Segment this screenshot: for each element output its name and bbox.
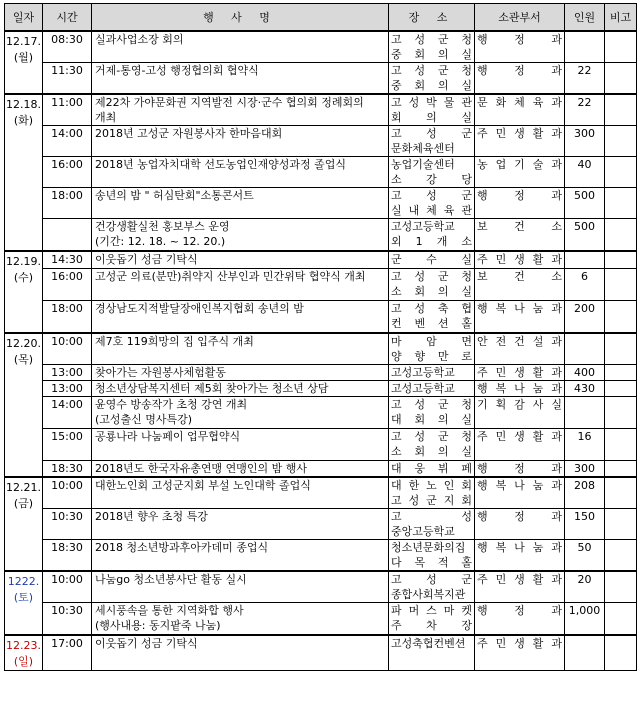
count-cell: 300 — [565, 126, 605, 157]
table-row — [5, 477, 637, 509]
event-name: 실과사업소장 회의 — [95, 33, 184, 46]
place-line: 컨 벤 션 홀 — [391, 317, 472, 330]
date-cell — [5, 571, 43, 635]
place-line: 고 성 군 — [391, 573, 472, 586]
header-event: 행 사 명 — [92, 4, 389, 32]
count-cell: 200 — [565, 301, 605, 333]
place-line: 고 성 군 청 — [391, 430, 472, 443]
event-name: 찾아가는 자원봉사체험활동 — [95, 366, 227, 379]
header-note: 비고 — [605, 4, 637, 32]
place-cell — [389, 461, 475, 478]
count-cell — [565, 31, 605, 63]
note-cell — [605, 571, 637, 603]
dept-cell: 행 복 나 눔 과 — [475, 477, 565, 509]
event-cell — [92, 429, 389, 461]
table-row — [5, 571, 637, 603]
header-date: 일자 — [5, 4, 43, 32]
time-cell: 14:00 — [43, 397, 92, 429]
event-cell — [92, 63, 389, 95]
event-name: 청소년상담복지센터 제5회 찾아가는 청소년 상담 — [95, 382, 329, 395]
weekday-label: (토) — [13, 591, 34, 604]
place-cell — [389, 219, 475, 251]
event-name: 제22차 가야문화권 지역발전 시장·군수 협의회 정례회의 개최 — [95, 96, 364, 124]
place-cell — [389, 603, 475, 635]
count-cell: 208 — [565, 477, 605, 509]
place-cell — [389, 126, 475, 157]
dept-cell: 안 전 건 설 과 — [475, 333, 565, 365]
dept-cell: 행 복 나 눔 과 — [475, 540, 565, 572]
table-row — [5, 63, 637, 95]
note-cell — [605, 269, 637, 301]
place-line: 회 의 실 — [391, 111, 472, 124]
place-line: 중 회 의 실 — [391, 79, 472, 92]
time-cell: 10:30 — [43, 509, 92, 540]
date-label: 12.17. — [6, 35, 41, 48]
dept-cell: 주 민 생 활 과 — [475, 571, 565, 603]
note-cell — [605, 219, 637, 251]
time-cell: 10:00 — [43, 333, 92, 365]
event-name: 이웃돕기 성금 기탁식 — [95, 636, 198, 650]
note-cell — [605, 509, 637, 540]
time-cell: 11:00 — [43, 94, 92, 126]
note-cell — [605, 635, 637, 671]
event-cell — [92, 126, 389, 157]
place-line: 문화체육센터 — [391, 142, 455, 155]
place-line: 대 회 의 실 — [391, 413, 472, 426]
place-cell — [389, 251, 475, 269]
table-row — [5, 461, 637, 478]
table-row — [5, 188, 637, 219]
note-cell — [605, 63, 637, 95]
time-cell: 10:30 — [43, 603, 92, 635]
dept-cell: 행 정 과 — [475, 461, 565, 478]
count-cell: 500 — [565, 219, 605, 251]
table-row — [5, 635, 637, 671]
place-cell — [389, 509, 475, 540]
place-cell — [389, 635, 475, 671]
place-line: 농업기술센터 — [391, 158, 455, 171]
place-cell — [389, 31, 475, 63]
event-detail: (기간: 12. 18. ~ 12. 20.) — [95, 235, 226, 248]
date-cell — [5, 251, 43, 333]
table-row — [5, 219, 637, 251]
count-cell: 16 — [565, 429, 605, 461]
place-line: 고 성 군 청 — [391, 270, 472, 283]
dept-cell: 행 정 과 — [475, 63, 565, 95]
dept-cell: 주 민 생 활 과 — [475, 429, 565, 461]
note-cell — [605, 126, 637, 157]
time-cell: 13:00 — [43, 381, 92, 397]
place-line: 양 향 만 로 — [391, 349, 472, 363]
event-name: 제7호 119희망의 집 입주식 개최 — [95, 334, 254, 348]
table-row — [5, 429, 637, 461]
table-row — [5, 381, 637, 397]
table-row — [5, 94, 637, 126]
note-cell — [605, 603, 637, 635]
table-row — [5, 251, 637, 269]
dept-cell: 행 정 과 — [475, 31, 565, 63]
time-cell: 17:00 — [43, 635, 92, 671]
note-cell — [605, 301, 637, 333]
event-cell — [92, 381, 389, 397]
dept-cell: 행 정 과 — [475, 188, 565, 219]
schedule-document — [4, 3, 636, 671]
event-cell — [92, 397, 389, 429]
place-line: 소 강 당 — [391, 173, 472, 186]
weekday-label: (목) — [13, 352, 34, 366]
note-cell — [605, 540, 637, 572]
header-count: 인원 — [565, 4, 605, 32]
date-label: 12.19. — [6, 254, 41, 268]
event-cell — [92, 269, 389, 301]
event-name: 경상남도지적발달장애인복지협회 송년의 밤 — [95, 302, 304, 315]
event-cell — [92, 365, 389, 381]
weekday-label: (월) — [13, 51, 34, 64]
place-cell — [389, 94, 475, 126]
event-name: 2018년 향우 초청 특강 — [95, 510, 208, 523]
event-name: 대한노인회 고성군지회 부설 노인대학 졸업식 — [95, 479, 311, 492]
event-name: 2018 청소년방과후아카데미 종업식 — [95, 541, 269, 554]
weekday-label: (화) — [13, 114, 34, 127]
weekday-label: (일) — [13, 654, 34, 668]
event-cell — [92, 94, 389, 126]
time-cell: 14:00 — [43, 126, 92, 157]
place-cell — [389, 157, 475, 188]
note-cell — [605, 461, 637, 478]
count-cell: 6 — [565, 269, 605, 301]
event-name: 세시풍속을 통한 지역화합 행사 — [95, 604, 244, 617]
note-cell — [605, 477, 637, 509]
dept-cell: 주 민 생 활 과 — [475, 251, 565, 269]
place-line: 청소년문화의집 — [391, 541, 466, 554]
event-cell — [92, 333, 389, 365]
time-cell: 18:30 — [43, 540, 92, 572]
note-cell — [605, 333, 637, 365]
event-name: 건강생활실천 홍보부스 운영 — [95, 220, 230, 233]
table-row — [5, 397, 637, 429]
event-cell — [92, 31, 389, 63]
table-row — [5, 126, 637, 157]
time-cell: 14:30 — [43, 251, 92, 269]
count-cell: 40 — [565, 157, 605, 188]
place-line: 군 수 실 — [391, 252, 472, 266]
place-line: 소 회 의 실 — [391, 445, 472, 458]
dept-cell: 행 복 나 눔 과 — [475, 301, 565, 333]
place-cell — [389, 429, 475, 461]
event-cell — [92, 251, 389, 269]
place-line: 대 웅 뷔 페 — [391, 462, 472, 475]
dept-cell: 행 정 과 — [475, 603, 565, 635]
count-cell: 1,000 — [565, 603, 605, 635]
event-cell — [92, 603, 389, 635]
dept-cell: 행 복 나 눔 과 — [475, 381, 565, 397]
date-label: 12.23. — [6, 638, 41, 652]
time-cell: 18:00 — [43, 188, 92, 219]
event-name: 고성군 의료(분만)취약지 산부인과 민간위탁 협약식 개최 — [95, 270, 366, 283]
place-cell — [389, 397, 475, 429]
event-cell — [92, 571, 389, 603]
dept-cell: 행 정 과 — [475, 509, 565, 540]
table-row — [5, 540, 637, 572]
time-cell: 15:00 — [43, 429, 92, 461]
place-cell — [389, 63, 475, 95]
table-row — [5, 301, 637, 333]
event-cell — [92, 219, 389, 251]
note-cell — [605, 94, 637, 126]
date-cell — [5, 333, 43, 478]
count-cell: 150 — [565, 509, 605, 540]
event-cell — [92, 540, 389, 572]
event-name: 2018년 고성군 자원봉사자 한마음대회 — [95, 127, 283, 140]
place-line: 소 회 의 실 — [391, 285, 472, 298]
time-cell: 10:00 — [43, 571, 92, 603]
table-row — [5, 157, 637, 188]
time-cell: 11:30 — [43, 63, 92, 95]
event-detail: (행사내용: 동지팥죽 나눔) — [95, 619, 221, 632]
event-name: 2018년도 한국자유총연맹 연맹인의 밤 행사 — [95, 462, 307, 475]
table-row — [5, 603, 637, 635]
note-cell — [605, 188, 637, 219]
dept-cell: 주 민 생 활 과 — [475, 635, 565, 671]
note-cell — [605, 381, 637, 397]
count-cell — [565, 635, 605, 671]
date-cell — [5, 635, 43, 671]
place-line: 고 성 군 청 — [391, 64, 472, 77]
note-cell — [605, 365, 637, 381]
event-cell — [92, 157, 389, 188]
place-line: 고 성 군 — [391, 189, 472, 202]
place-line: 고 성 군 지 회 — [391, 494, 472, 507]
event-detail: (고성출신 명사특강) — [95, 413, 193, 426]
dept-cell: 주 민 생 활 과 — [475, 365, 565, 381]
place-line: 중 회 의 실 — [391, 48, 472, 61]
table-row — [5, 333, 637, 365]
date-label: 12.18. — [6, 98, 41, 111]
note-cell — [605, 157, 637, 188]
date-cell — [5, 477, 43, 571]
place-cell — [389, 301, 475, 333]
date-label: 1222. — [7, 575, 40, 588]
place-line: 고 성 축 협 — [391, 302, 472, 315]
place-line: 고 성 군 청 — [391, 33, 472, 46]
dept-cell: 농 업 기 술 과 — [475, 157, 565, 188]
weekday-label: (수) — [13, 270, 34, 284]
count-cell: 300 — [565, 461, 605, 478]
event-cell — [92, 477, 389, 509]
time-cell: 18:00 — [43, 301, 92, 333]
table-row — [5, 269, 637, 301]
event-name: 나눔go 청소년봉사단 활동 실시 — [95, 573, 247, 586]
place-cell — [389, 540, 475, 572]
table-row — [5, 509, 637, 540]
count-cell: 22 — [565, 63, 605, 95]
event-name: 윤영수 방송작가 초청 강연 개최 — [95, 398, 248, 411]
event-cell — [92, 635, 389, 671]
schedule-table — [4, 3, 637, 671]
place-cell — [389, 477, 475, 509]
event-name: 송년의 밤 " 허심탄회"소통콘서트 — [95, 189, 254, 202]
place-line: 고 성 — [391, 510, 472, 523]
event-cell — [92, 461, 389, 478]
place-cell — [389, 333, 475, 365]
time-cell: 10:00 — [43, 477, 92, 509]
note-cell — [605, 251, 637, 269]
schedule-body — [5, 31, 637, 670]
dept-cell: 주 민 생 활 과 — [475, 126, 565, 157]
place-line: 고성고등학교 — [391, 220, 455, 233]
date-cell — [5, 94, 43, 251]
date-label: 12.20. — [6, 336, 41, 350]
place-cell — [389, 381, 475, 397]
count-cell — [565, 333, 605, 365]
place-line: 주 차 장 — [391, 619, 472, 632]
place-line: 마 암 면 — [391, 334, 472, 348]
event-name: 공룡나라 나눔페이 업무협약식 — [95, 430, 241, 443]
count-cell: 22 — [565, 94, 605, 126]
note-cell — [605, 397, 637, 429]
event-cell — [92, 188, 389, 219]
dept-cell: 보 건 소 — [475, 269, 565, 301]
count-cell — [565, 397, 605, 429]
table-row — [5, 31, 637, 63]
note-cell — [605, 31, 637, 63]
place-line: 종합사회복지관 — [391, 588, 466, 601]
place-cell — [389, 269, 475, 301]
count-cell: 430 — [565, 381, 605, 397]
count-cell — [565, 251, 605, 269]
place-line: 실 내 체 육 관 — [391, 204, 472, 217]
count-cell: 400 — [565, 365, 605, 381]
time-cell: 16:00 — [43, 269, 92, 301]
event-cell — [92, 509, 389, 540]
count-cell: 50 — [565, 540, 605, 572]
event-cell — [92, 301, 389, 333]
place-line: 고 성 박 물 관 — [391, 96, 472, 109]
time-cell: 13:00 — [43, 365, 92, 381]
header-dept: 소관부서 — [475, 4, 565, 32]
header-time: 시간 — [43, 4, 92, 32]
place-line: 고성고등학교 — [391, 366, 455, 379]
count-cell: 500 — [565, 188, 605, 219]
event-name: 2018년 농업자치대학 선도농업인재양성과정 졸업식 — [95, 158, 347, 171]
dept-cell: 문 화 체 육 과 — [475, 94, 565, 126]
place-line: 대 한 노 인 회 — [391, 479, 472, 492]
place-line: 파 머 스 마 켓 — [391, 604, 472, 617]
table-row — [5, 365, 637, 381]
place-line: 중앙고등학교 — [391, 525, 455, 538]
place-line: 고성축협컨벤션 — [391, 636, 466, 650]
header-row — [5, 4, 637, 32]
time-cell — [43, 219, 92, 251]
time-cell: 08:30 — [43, 31, 92, 63]
header-place: 장 소 — [389, 4, 475, 32]
place-line: 다 목 적 홀 — [391, 556, 472, 569]
time-cell: 16:00 — [43, 157, 92, 188]
date-label: 12.21. — [6, 481, 41, 494]
dept-cell: 기 획 감 사 실 — [475, 397, 565, 429]
weekday-label: (금) — [13, 497, 34, 510]
dept-cell: 보 건 소 — [475, 219, 565, 251]
note-cell — [605, 429, 637, 461]
place-cell — [389, 188, 475, 219]
place-cell — [389, 571, 475, 603]
event-name: 거제-통영-고성 행정협의회 협약식 — [95, 64, 259, 77]
place-line: 고 성 군 청 — [391, 398, 472, 411]
count-cell: 20 — [565, 571, 605, 603]
time-cell: 18:30 — [43, 461, 92, 478]
date-cell — [5, 31, 43, 94]
place-line: 외 1 개 소 — [391, 235, 472, 248]
place-line: 고 성 군 — [391, 127, 472, 140]
place-cell — [389, 365, 475, 381]
place-line: 고성고등학교 — [391, 382, 455, 395]
event-name: 이웃돕기 성금 기탁식 — [95, 252, 198, 266]
